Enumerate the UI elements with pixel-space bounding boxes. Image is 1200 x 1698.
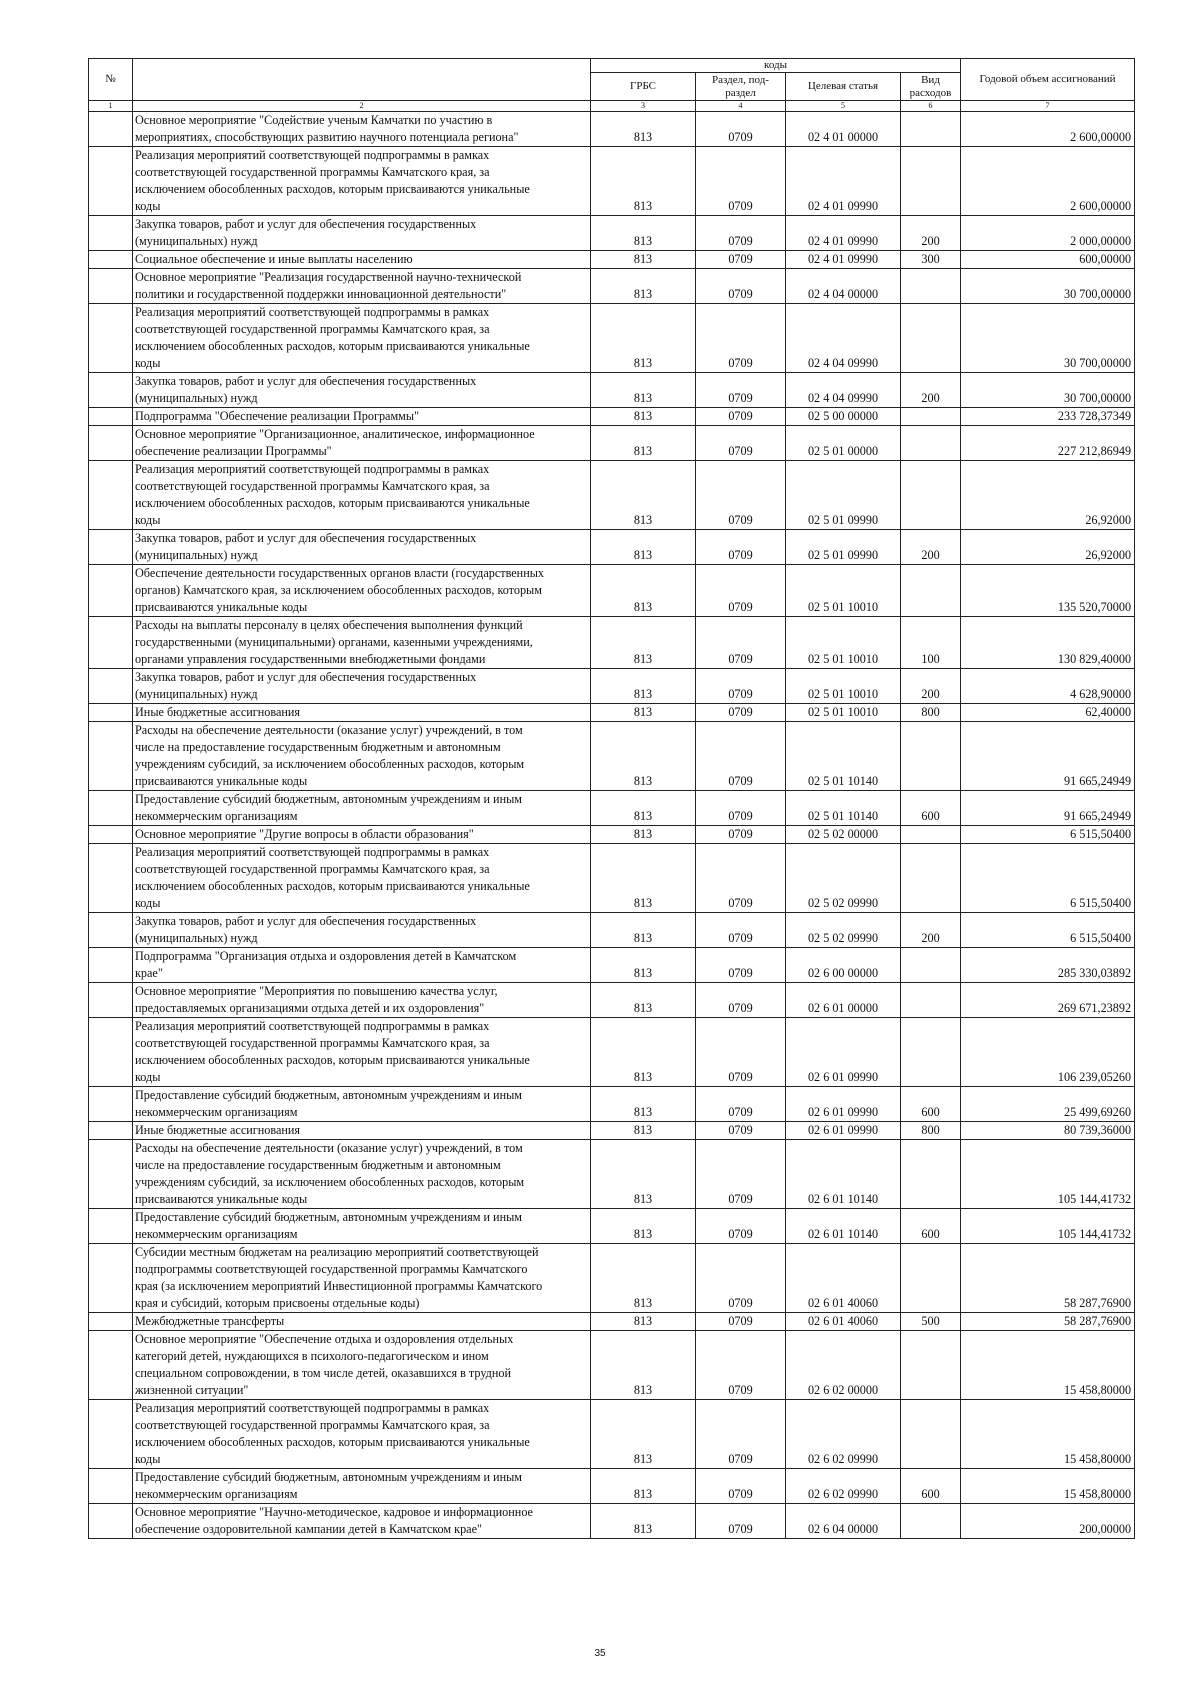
row-number-cell xyxy=(89,251,133,269)
table-header xyxy=(89,59,1135,112)
section-cell: 0709 xyxy=(696,530,786,565)
row-name-cell: Закупка товаров, работ и услуг для обеспечения государственных (муниципальных) нужд xyxy=(133,669,591,704)
grbs-cell: 813 xyxy=(591,1122,696,1140)
grbs-cell: 813 xyxy=(591,722,696,791)
expense-type-cell xyxy=(901,1244,961,1313)
grbs-cell: 813 xyxy=(591,426,696,461)
amount-cell: 233 728,37349 xyxy=(961,408,1135,426)
expense-type-cell xyxy=(901,844,961,913)
amount-cell: 26,92000 xyxy=(961,530,1135,565)
amount-cell: 15 458,80000 xyxy=(961,1400,1135,1469)
expense-type-cell xyxy=(901,1400,961,1469)
amount-cell: 105 144,41732 xyxy=(961,1140,1135,1209)
amount-cell: 2 600,00000 xyxy=(961,147,1135,216)
target-article-cell: 02 6 00 00000 xyxy=(786,948,901,983)
amount-cell: 30 700,00000 xyxy=(961,269,1135,304)
amount-cell: 15 458,80000 xyxy=(961,1331,1135,1400)
expense-type-cell: 600 xyxy=(901,1469,961,1504)
table-row xyxy=(89,983,1135,1018)
row-number-cell xyxy=(89,461,133,530)
table-row xyxy=(89,669,1135,704)
table-row xyxy=(89,1122,1135,1140)
row-name-cell: Иные бюджетные ассигнования xyxy=(133,1122,591,1140)
grbs-cell: 813 xyxy=(591,1400,696,1469)
grbs-cell: 813 xyxy=(591,408,696,426)
column-number: 2 xyxy=(133,101,591,112)
target-article-cell: 02 4 04 09990 xyxy=(786,304,901,373)
row-number-cell xyxy=(89,669,133,704)
table-row xyxy=(89,1244,1135,1313)
row-number-cell xyxy=(89,844,133,913)
row-name-cell: Предоставление субсидий бюджетным, автономным учреждениям и иным некоммерческим организациям xyxy=(133,1469,591,1504)
section-cell: 0709 xyxy=(696,1313,786,1331)
column-number: 5 xyxy=(786,101,901,112)
amount-cell: 106 239,05260 xyxy=(961,1018,1135,1087)
section-cell: 0709 xyxy=(696,948,786,983)
target-article-cell: 02 4 01 09990 xyxy=(786,251,901,269)
amount-cell: 30 700,00000 xyxy=(961,304,1135,373)
table-row xyxy=(89,565,1135,617)
table-row xyxy=(89,408,1135,426)
target-article-cell: 02 5 02 09990 xyxy=(786,844,901,913)
amount-cell: 62,40000 xyxy=(961,704,1135,722)
row-name-cell: Реализация мероприятий соответствующей подпрограммы в рамках соответствующей государственной программы Камчатского края, за исключением обособленных расходов, которым присваиваются уникальные коды xyxy=(133,1018,591,1087)
target-article-cell: 02 4 01 00000 xyxy=(786,112,901,147)
grbs-cell: 813 xyxy=(591,791,696,826)
expense-type-cell: 100 xyxy=(901,617,961,669)
target-article-cell: 02 6 01 00000 xyxy=(786,983,901,1018)
row-number-cell xyxy=(89,408,133,426)
grbs-cell: 813 xyxy=(591,461,696,530)
row-number-cell xyxy=(89,565,133,617)
row-number-cell xyxy=(89,1469,133,1504)
section-cell: 0709 xyxy=(696,617,786,669)
section-cell: 0709 xyxy=(696,426,786,461)
target-article-cell: 02 5 01 10010 xyxy=(786,617,901,669)
target-article-cell: 02 5 01 09990 xyxy=(786,530,901,565)
row-name-cell: Реализация мероприятий соответствующей подпрограммы в рамках соответствующей государственной программы Камчатского края, за исключением обособленных расходов, которым присваиваются уникальные коды xyxy=(133,844,591,913)
section-cell: 0709 xyxy=(696,461,786,530)
grbs-cell: 813 xyxy=(591,1469,696,1504)
target-article-cell: 02 5 01 00000 xyxy=(786,426,901,461)
section-cell: 0709 xyxy=(696,791,786,826)
row-name-cell: Подпрограмма "Обеспечение реализации Программы" xyxy=(133,408,591,426)
row-name-cell: Реализация мероприятий соответствующей подпрограммы в рамках соответствующей государственной программы Камчатского края, за исключением обособленных расходов, которым присваиваются уникальные коды xyxy=(133,147,591,216)
target-article-cell: 02 6 01 09990 xyxy=(786,1122,901,1140)
row-number-cell xyxy=(89,913,133,948)
expense-type-cell xyxy=(901,304,961,373)
section-cell: 0709 xyxy=(696,112,786,147)
grbs-cell: 813 xyxy=(591,1209,696,1244)
row-name-cell: Основное мероприятие "Содействие ученым Камчатки по участию в мероприятиях, способствующих развитию научного потенциала региона" xyxy=(133,112,591,147)
expense-type-cell xyxy=(901,948,961,983)
grbs-cell: 813 xyxy=(591,704,696,722)
section-cell: 0709 xyxy=(696,983,786,1018)
grbs-cell: 813 xyxy=(591,844,696,913)
row-number-cell xyxy=(89,1087,133,1122)
row-number-cell xyxy=(89,617,133,669)
table-row xyxy=(89,1087,1135,1122)
expense-type-cell xyxy=(901,565,961,617)
table-row xyxy=(89,722,1135,791)
row-number-cell xyxy=(89,269,133,304)
amount-cell: 600,00000 xyxy=(961,251,1135,269)
row-name-cell: Закупка товаров, работ и услуг для обеспечения государственных (муниципальных) нужд xyxy=(133,216,591,251)
section-cell: 0709 xyxy=(696,565,786,617)
budget-table xyxy=(88,58,1135,1539)
table-row xyxy=(89,147,1135,216)
column-number: 1 xyxy=(89,101,133,112)
grbs-cell: 813 xyxy=(591,269,696,304)
grbs-cell: 813 xyxy=(591,1331,696,1400)
table-row xyxy=(89,1400,1135,1469)
row-name-cell: Социальное обеспечение и иные выплаты населению xyxy=(133,251,591,269)
row-name-cell: Предоставление субсидий бюджетным, автономным учреждениям и иным некоммерческим организациям xyxy=(133,1087,591,1122)
header-number: № xyxy=(89,59,133,101)
expense-type-cell: 500 xyxy=(901,1313,961,1331)
expense-type-cell: 800 xyxy=(901,1122,961,1140)
grbs-cell: 813 xyxy=(591,251,696,269)
grbs-cell: 813 xyxy=(591,147,696,216)
target-article-cell: 02 6 01 10140 xyxy=(786,1209,901,1244)
section-cell: 0709 xyxy=(696,373,786,408)
section-cell: 0709 xyxy=(696,1244,786,1313)
section-cell: 0709 xyxy=(696,844,786,913)
row-name-cell: Основное мероприятие "Другие вопросы в области образования" xyxy=(133,826,591,844)
row-number-cell xyxy=(89,216,133,251)
row-name-cell: Основное мероприятие "Научно-методическое, кадровое и информационное обеспечение оздоровительной кампании детей в Камчатском крае" xyxy=(133,1504,591,1539)
target-article-cell: 02 5 01 10010 xyxy=(786,704,901,722)
grbs-cell: 813 xyxy=(591,1504,696,1539)
row-name-cell: Подпрограмма "Организация отдыха и оздоровления детей в Камчатском крае" xyxy=(133,948,591,983)
table-row xyxy=(89,617,1135,669)
table-row xyxy=(89,1313,1135,1331)
target-article-cell: 02 6 01 09990 xyxy=(786,1087,901,1122)
row-number-cell xyxy=(89,426,133,461)
row-name-cell: Межбюджетные трансферты xyxy=(133,1313,591,1331)
target-article-cell: 02 6 01 40060 xyxy=(786,1313,901,1331)
expense-type-cell xyxy=(901,269,961,304)
amount-cell: 25 499,69260 xyxy=(961,1087,1135,1122)
expense-type-cell xyxy=(901,1140,961,1209)
table-row xyxy=(89,112,1135,147)
expense-type-cell: 200 xyxy=(901,669,961,704)
row-number-cell xyxy=(89,1209,133,1244)
row-number-cell xyxy=(89,112,133,147)
row-number-cell xyxy=(89,1400,133,1469)
section-cell: 0709 xyxy=(696,1331,786,1400)
row-name-cell: Иные бюджетные ассигнования xyxy=(133,704,591,722)
table-row xyxy=(89,304,1135,373)
expense-type-cell: 200 xyxy=(901,913,961,948)
target-article-cell: 02 6 01 10140 xyxy=(786,1140,901,1209)
row-number-cell xyxy=(89,826,133,844)
section-cell: 0709 xyxy=(696,669,786,704)
expense-type-cell xyxy=(901,826,961,844)
row-number-cell xyxy=(89,1018,133,1087)
amount-cell: 6 515,50400 xyxy=(961,826,1135,844)
section-cell: 0709 xyxy=(696,704,786,722)
grbs-cell: 813 xyxy=(591,1244,696,1313)
row-name-cell: Расходы на выплаты персоналу в целях обеспечения выполнения функций государственными (муниципальными) органами, казенными учреждениями, органами управления государственными внебюджетными фондами xyxy=(133,617,591,669)
table-row xyxy=(89,1469,1135,1504)
grbs-cell: 813 xyxy=(591,1018,696,1087)
expense-type-cell: 600 xyxy=(901,1209,961,1244)
row-name-cell: Реализация мероприятий соответствующей подпрограммы в рамках соответствующей государственной программы Камчатского края, за исключением обособленных расходов, которым присваиваются уникальные коды xyxy=(133,1400,591,1469)
grbs-cell: 813 xyxy=(591,1313,696,1331)
target-article-cell: 02 6 02 09990 xyxy=(786,1400,901,1469)
column-number: 4 xyxy=(696,101,786,112)
section-cell: 0709 xyxy=(696,913,786,948)
grbs-cell: 813 xyxy=(591,216,696,251)
amount-cell: 269 671,23892 xyxy=(961,983,1135,1018)
table-row xyxy=(89,216,1135,251)
row-number-cell xyxy=(89,1331,133,1400)
column-number-row xyxy=(89,101,1135,112)
grbs-cell: 813 xyxy=(591,669,696,704)
target-article-cell: 02 6 04 00000 xyxy=(786,1504,901,1539)
grbs-cell: 813 xyxy=(591,304,696,373)
target-article-cell: 02 5 02 00000 xyxy=(786,826,901,844)
column-number: 7 xyxy=(961,101,1135,112)
table-row xyxy=(89,530,1135,565)
target-article-cell: 02 6 01 09990 xyxy=(786,1018,901,1087)
amount-cell: 80 739,36000 xyxy=(961,1122,1135,1140)
page-number: 35 xyxy=(594,1648,606,1659)
row-number-cell xyxy=(89,791,133,826)
row-name-cell: Закупка товаров, работ и услуг для обеспечения государственных (муниципальных) нужд xyxy=(133,373,591,408)
grbs-cell: 813 xyxy=(591,617,696,669)
table-row xyxy=(89,1504,1135,1539)
amount-cell: 15 458,80000 xyxy=(961,1469,1135,1504)
row-number-cell xyxy=(89,722,133,791)
table-row xyxy=(89,461,1135,530)
section-cell: 0709 xyxy=(696,1504,786,1539)
table-row xyxy=(89,791,1135,826)
row-name-cell: Субсидии местным бюджетам на реализацию мероприятий соответствующей подпрограммы соответствующей государственной программы Камчатского края (за исключением мероприятий Инвестиционной программы Камчатского края и субсидий, которым присвоены отдельные коды) xyxy=(133,1244,591,1313)
amount-cell: 2 600,00000 xyxy=(961,112,1135,147)
section-cell: 0709 xyxy=(696,1469,786,1504)
amount-cell: 135 520,70000 xyxy=(961,565,1135,617)
table-row xyxy=(89,948,1135,983)
section-cell: 0709 xyxy=(696,1122,786,1140)
grbs-cell: 813 xyxy=(591,983,696,1018)
target-article-cell: 02 4 04 09990 xyxy=(786,373,901,408)
table-row xyxy=(89,1331,1135,1400)
row-number-cell xyxy=(89,373,133,408)
table-body xyxy=(89,112,1135,1539)
row-name-cell: Предоставление субсидий бюджетным, автономным учреждениям и иным некоммерческим организациям xyxy=(133,791,591,826)
expense-type-cell xyxy=(901,1018,961,1087)
amount-cell: 105 144,41732 xyxy=(961,1209,1135,1244)
table-row xyxy=(89,426,1135,461)
expense-type-cell: 300 xyxy=(901,251,961,269)
row-number-cell xyxy=(89,304,133,373)
amount-cell: 58 287,76900 xyxy=(961,1313,1135,1331)
expense-type-cell: 200 xyxy=(901,530,961,565)
amount-cell: 91 665,24949 xyxy=(961,722,1135,791)
section-cell: 0709 xyxy=(696,408,786,426)
row-name-cell: Закупка товаров, работ и услуг для обеспечения государственных (муниципальных) нужд xyxy=(133,913,591,948)
section-cell: 0709 xyxy=(696,722,786,791)
expense-type-cell: 600 xyxy=(901,791,961,826)
section-cell: 0709 xyxy=(696,304,786,373)
row-name-cell: Закупка товаров, работ и услуг для обеспечения государственных (муниципальных) нужд xyxy=(133,530,591,565)
amount-cell: 30 700,00000 xyxy=(961,373,1135,408)
section-cell: 0709 xyxy=(696,216,786,251)
expense-type-cell xyxy=(901,147,961,216)
section-cell: 0709 xyxy=(696,826,786,844)
expense-type-cell: 200 xyxy=(901,373,961,408)
expense-type-cell: 200 xyxy=(901,216,961,251)
row-name-cell: Расходы на обеспечение деятельности (оказание услуг) учреждений, в том числе на предоставление государственным бюджетным и автономным учреждениям субсидий, за исключением обособленных расходов, которым присваиваются уникальные коды xyxy=(133,1140,591,1209)
amount-cell: 285 330,03892 xyxy=(961,948,1135,983)
section-cell: 0709 xyxy=(696,1018,786,1087)
header-target-article: Целевая статья xyxy=(786,73,901,101)
row-number-cell xyxy=(89,983,133,1018)
row-name-cell: Расходы на обеспечение деятельности (оказание услуг) учреждений, в том числе на предоставление государственным бюджетным и автономным учреждениям субсидий, за исключением обособленных расходов, которым присваиваются уникальные коды xyxy=(133,722,591,791)
row-name-cell: Предоставление субсидий бюджетным, автономным учреждениям и иным некоммерческим организациям xyxy=(133,1209,591,1244)
target-article-cell: 02 5 01 10010 xyxy=(786,669,901,704)
header-grbs: ГРБС xyxy=(591,73,696,101)
table-row xyxy=(89,826,1135,844)
row-name-cell: Основное мероприятие "Мероприятия по повышению качества услуг, предоставляемых организациями отдыха детей и их оздоровления" xyxy=(133,983,591,1018)
target-article-cell: 02 6 01 40060 xyxy=(786,1244,901,1313)
grbs-cell: 813 xyxy=(591,1087,696,1122)
section-cell: 0709 xyxy=(696,147,786,216)
table-row xyxy=(89,1209,1135,1244)
expense-type-cell xyxy=(901,722,961,791)
table-row xyxy=(89,373,1135,408)
target-article-cell: 02 6 02 00000 xyxy=(786,1331,901,1400)
row-number-cell xyxy=(89,704,133,722)
row-number-cell xyxy=(89,530,133,565)
target-article-cell: 02 4 01 09990 xyxy=(786,147,901,216)
expense-type-cell xyxy=(901,1331,961,1400)
section-cell: 0709 xyxy=(696,251,786,269)
amount-cell: 227 212,86949 xyxy=(961,426,1135,461)
table-row xyxy=(89,1140,1135,1209)
target-article-cell: 02 5 02 09990 xyxy=(786,913,901,948)
target-article-cell: 02 5 00 00000 xyxy=(786,408,901,426)
target-article-cell: 02 4 04 00000 xyxy=(786,269,901,304)
amount-cell: 6 515,50400 xyxy=(961,913,1135,948)
table-row xyxy=(89,269,1135,304)
column-number: 6 xyxy=(901,101,961,112)
target-article-cell: 02 5 01 10140 xyxy=(786,791,901,826)
amount-cell: 91 665,24949 xyxy=(961,791,1135,826)
grbs-cell: 813 xyxy=(591,1140,696,1209)
target-article-cell: 02 5 01 10010 xyxy=(786,565,901,617)
section-cell: 0709 xyxy=(696,1140,786,1209)
row-name-cell: Реализация мероприятий соответствующей подпрограммы в рамках соответствующей государственной программы Камчатского края, за исключением обособленных расходов, которым присваиваются уникальные коды xyxy=(133,304,591,373)
amount-cell: 130 829,40000 xyxy=(961,617,1135,669)
header-codes: коды xyxy=(591,59,961,73)
amount-cell: 26,92000 xyxy=(961,461,1135,530)
target-article-cell: 02 6 02 09990 xyxy=(786,1469,901,1504)
expense-type-cell xyxy=(901,983,961,1018)
header-section: Раздел, под-раздел xyxy=(696,73,786,101)
section-cell: 0709 xyxy=(696,1400,786,1469)
row-name-cell: Основное мероприятие "Обеспечение отдыха и оздоровления отдельных категорий детей, нуждающихся в психолого-педагогическом и ином специальном сопровождении, в том числе детей, оказавшихся в трудной жизненной ситуации" xyxy=(133,1331,591,1400)
row-number-cell xyxy=(89,1140,133,1209)
row-name-cell: Основное мероприятие "Организационное, аналитическое, информационное обеспечение реализации Программы" xyxy=(133,426,591,461)
amount-cell: 58 287,76900 xyxy=(961,1244,1135,1313)
table-row xyxy=(89,844,1135,913)
target-article-cell: 02 4 01 09990 xyxy=(786,216,901,251)
target-article-cell: 02 5 01 09990 xyxy=(786,461,901,530)
section-cell: 0709 xyxy=(696,1087,786,1122)
expense-type-cell xyxy=(901,1504,961,1539)
section-cell: 0709 xyxy=(696,269,786,304)
grbs-cell: 813 xyxy=(591,948,696,983)
expense-type-cell xyxy=(901,112,961,147)
row-number-cell xyxy=(89,1504,133,1539)
row-number-cell xyxy=(89,1122,133,1140)
expense-type-cell: 800 xyxy=(901,704,961,722)
table-row xyxy=(89,251,1135,269)
header-annual-volume: Годовой объем ассигнований xyxy=(961,59,1135,101)
header-expense-type: Вид расходов xyxy=(901,73,961,101)
table-row xyxy=(89,1018,1135,1087)
expense-type-cell xyxy=(901,461,961,530)
grbs-cell: 813 xyxy=(591,530,696,565)
grbs-cell: 813 xyxy=(591,112,696,147)
column-number: 3 xyxy=(591,101,696,112)
row-number-cell xyxy=(89,948,133,983)
grbs-cell: 813 xyxy=(591,826,696,844)
header-name xyxy=(133,59,591,101)
table-row xyxy=(89,704,1135,722)
target-article-cell: 02 5 01 10140 xyxy=(786,722,901,791)
amount-cell: 200,00000 xyxy=(961,1504,1135,1539)
grbs-cell: 813 xyxy=(591,373,696,408)
row-name-cell: Реализация мероприятий соответствующей подпрограммы в рамках соответствующей государственной программы Камчатского края, за исключением обособленных расходов, которым присваиваются уникальные коды xyxy=(133,461,591,530)
row-name-cell: Обеспечение деятельности государственных органов власти (государственных органов) Камчатского края, за исключением обособленных расходов, которым присваиваются уникальные коды xyxy=(133,565,591,617)
expense-type-cell xyxy=(901,408,961,426)
table-row xyxy=(89,913,1135,948)
amount-cell: 6 515,50400 xyxy=(961,844,1135,913)
grbs-cell: 813 xyxy=(591,565,696,617)
row-name-cell: Основное мероприятие "Реализация государственной научно-технической политики и государственной поддержки инновационной деятельности" xyxy=(133,269,591,304)
row-number-cell xyxy=(89,147,133,216)
amount-cell: 4 628,90000 xyxy=(961,669,1135,704)
section-cell: 0709 xyxy=(696,1209,786,1244)
grbs-cell: 813 xyxy=(591,913,696,948)
expense-type-cell xyxy=(901,426,961,461)
expense-type-cell: 600 xyxy=(901,1087,961,1122)
row-number-cell xyxy=(89,1313,133,1331)
amount-cell: 2 000,00000 xyxy=(961,216,1135,251)
row-number-cell xyxy=(89,1244,133,1313)
